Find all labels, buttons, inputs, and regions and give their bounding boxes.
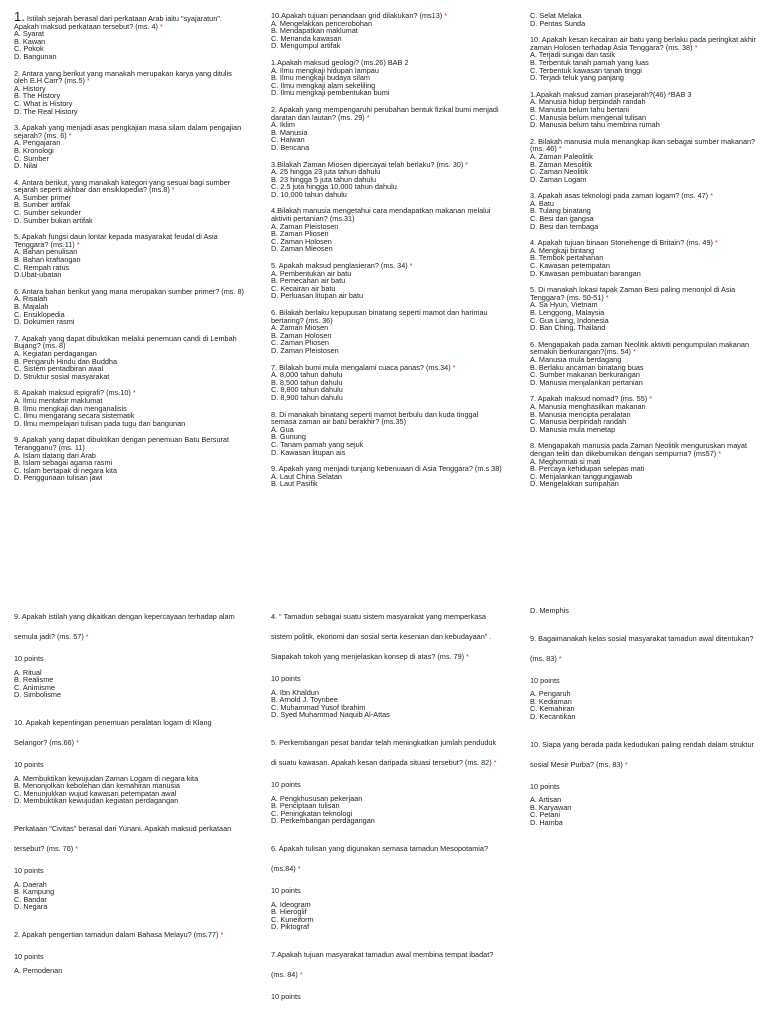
points-label: 10 points bbox=[271, 885, 301, 895]
answer-option: D. Nilai bbox=[14, 161, 38, 171]
answer-option: B. The History bbox=[14, 91, 61, 101]
question-label: Perkataan "Civitas" berasal dari Yunani. Apakah maksud perkataan tersebut? (ms. 76) bbox=[14, 823, 232, 853]
answer-option: A. Ilmu mentafsir maklumat bbox=[14, 395, 103, 405]
answer-option: D. Zaman Mieosen bbox=[271, 244, 333, 254]
points-label: 10 points bbox=[14, 759, 44, 769]
top-column-3 bbox=[530, 12, 758, 497]
answer-option: D. Zaman Logam bbox=[530, 174, 587, 184]
answer-option: A. Mengkaji bintang bbox=[530, 245, 595, 255]
question-label: Istilah sejarah berasal dari perkataan Arab iaitu "syajaratun". Apakah maksud perkataan tersebut? (ms. 4) bbox=[14, 14, 222, 31]
answer-option[interactable]: A. Ritual bbox=[14, 667, 42, 677]
bottom-col3-questions bbox=[530, 629, 758, 827]
question-label: 3. Apakah asas teknologi pada zaman logam? (ms. 47) bbox=[530, 191, 709, 201]
question-block bbox=[14, 9, 246, 61]
answer-option: B. 23 hingga 5 juta tahun dahulu bbox=[271, 174, 377, 184]
answer-option: C. Ilmu mengarang secara sistematik bbox=[14, 411, 135, 421]
answer-option: B. Lenggong, Malaysia bbox=[530, 308, 605, 317]
required-asterisk: * bbox=[68, 130, 72, 140]
answer-option[interactable]: A. Pengkhususan pekerjaan bbox=[271, 793, 363, 803]
question-label: 6. Antara bahan berikut yang mana merupakan sumber primer? (ms. 8) bbox=[14, 286, 244, 296]
required-asterisk: * bbox=[633, 347, 636, 357]
answer-option: C. Tanam pamah yang sejuk bbox=[271, 439, 364, 449]
answer-option[interactable]: C. Peningkatan teknologi bbox=[271, 808, 353, 818]
question-label: 10. Siapa yang berada pada kedudukan paling rendah dalam struktur sosial Mesir Purba? (ms. 83) bbox=[530, 739, 754, 769]
question-text bbox=[14, 124, 246, 139]
question-block bbox=[271, 839, 503, 931]
question-label: 3. Apakah yang menjadi asas pengkajian masa silam dalam pengajian sejarah? (ms. 6) bbox=[14, 123, 242, 140]
answer-option: D. Mengumpul artifak bbox=[271, 41, 341, 51]
answer-option: D. Ban Ching, Thailand bbox=[530, 323, 606, 333]
answer-option[interactable]: B. Karyawan bbox=[530, 802, 572, 812]
answer-option: A. Gua bbox=[271, 424, 294, 434]
question-label: 4. Apakah tujuan binaan Stonehenge di Britain? (ms. 49) bbox=[530, 238, 713, 248]
question-label: 3.Bilakah Zaman Miosen dipercayai telah berlaku? (ms. 30) bbox=[271, 159, 464, 169]
question-label: 9. Apakah istilah yang dikaitkan dengan kepercayaan terhadap alam semula jadi? (ms. 57) bbox=[14, 612, 235, 641]
question-block bbox=[530, 239, 758, 277]
answer-option: C. Ilmu mengkaji alam sekeliling bbox=[271, 80, 376, 90]
answer-option: C. Menanda kawasan bbox=[271, 33, 342, 43]
answer-option: D. Penggunaan tulisan jawi bbox=[14, 473, 103, 483]
top-column-1 bbox=[14, 9, 246, 491]
question-label: 6. Apakah tulisan yang digunakan semasa tamadun Mesopotamia? (ms.84) bbox=[271, 843, 489, 873]
question-label: 10. Apakah kepentingan penemuan peralatan logam di Klang Selangor? (ms.66) bbox=[14, 717, 212, 747]
answer-option: B. Tembok pertahanan bbox=[530, 253, 604, 263]
answer-option: A. Sa Hyun, Vietnam bbox=[530, 300, 598, 310]
answer-option[interactable]: D. Kecantikan bbox=[530, 711, 576, 721]
question-block bbox=[14, 70, 246, 116]
answer-option: A. Syarat bbox=[14, 29, 45, 39]
answer-option: D. Manusia mula menetap bbox=[530, 424, 616, 434]
question-block bbox=[14, 819, 246, 911]
question-label: 7. Apakah maksud nomad? (ms. 55) bbox=[530, 394, 648, 404]
required-asterisk: * bbox=[76, 239, 80, 249]
answer-option: C. Kecairan air batu bbox=[271, 283, 336, 293]
question-block bbox=[14, 288, 246, 326]
answer-option[interactable]: A. Pemodenan bbox=[14, 965, 63, 975]
answer-option: D. 10,000 tahun dahulu bbox=[271, 189, 347, 199]
answer-option: D. Dokumen rasmi bbox=[14, 317, 75, 327]
points-label: 10 points bbox=[14, 654, 44, 663]
required-asterisk: * bbox=[452, 362, 456, 372]
required-asterisk: * bbox=[220, 929, 224, 939]
answer-option: A. Mengelakkan pencerobohan bbox=[271, 18, 373, 28]
answer-option: C. Sumber bbox=[14, 153, 49, 163]
question-text bbox=[14, 436, 246, 451]
question-label: 5. Di manakah lokasi tapak Zaman Besi paling menonjol di Asia Tenggara? (ms. 50-51) bbox=[530, 285, 736, 302]
question-label: 5. Perkembangan pesat bandar telah meningkatkan jumlah penduduk di suatu kawasan. Apakah kesan daripada situasi tersebut? (ms. 82) bbox=[271, 737, 497, 767]
answer-option: A. Meghormati si mati bbox=[530, 456, 601, 466]
answer-option[interactable]: A. Pengaruh bbox=[530, 689, 571, 699]
answer-option[interactable]: B. Kediaman bbox=[530, 696, 572, 706]
question-text bbox=[14, 713, 246, 753]
required-asterisk: * bbox=[409, 261, 413, 271]
answer-option: C. Haiwan bbox=[271, 135, 305, 145]
question-label: 2. Antara yang berikut yang manakah merupakan karya yang ditulis oleh E.H Carr? (ms.5) bbox=[14, 68, 232, 86]
question-block bbox=[14, 124, 246, 170]
question-block bbox=[271, 309, 503, 355]
question-block bbox=[14, 389, 246, 427]
question-text bbox=[271, 839, 503, 879]
question-block bbox=[271, 945, 503, 1001]
question-text bbox=[530, 442, 758, 457]
question-block bbox=[271, 733, 503, 825]
answer-option: A. Risalah bbox=[14, 294, 48, 304]
question-label: 2. Apakah pengertian tamadun dalam Bahasa Melayu? (ms.77) bbox=[14, 929, 219, 939]
question-label: 7. Bilakah bumi mula mengalami cuaca panas? (ms.34) bbox=[271, 362, 451, 372]
question-label: 4.Bilakah manusia mengetahui cara mendapatkan makanan melalui aktiviti pertanian? (ms.31) bbox=[271, 206, 491, 224]
question-label: 9. Bagaimanakah kelas sosial masyarakat tamadun awal ditentukan? (ms. 83) bbox=[530, 633, 754, 663]
question-label: 1.Apakah maksud zaman prasejarah?(46) *BAB 3 bbox=[530, 89, 692, 99]
answer-option[interactable]: D. Negara bbox=[14, 902, 48, 912]
required-asterisk: * bbox=[558, 653, 562, 663]
answer-option: C. Zaman Holosen bbox=[271, 236, 332, 246]
answer-option: B. Majalah bbox=[14, 302, 49, 311]
answer-option: C. Gua Liang, Indonesia bbox=[530, 315, 609, 325]
required-asterisk: * bbox=[444, 11, 448, 20]
answer-option[interactable]: C. Menunjukkan wujud kawasan petempatan awal bbox=[14, 788, 177, 798]
question-block bbox=[530, 395, 758, 433]
answer-option[interactable]: D. Syed Muhammad Naquib Al-Attas bbox=[271, 710, 390, 720]
required-asterisk: * bbox=[465, 159, 469, 169]
question-block bbox=[271, 411, 503, 457]
question-label: 1.Apakah maksud geologi? (ms.26) BAB 2 bbox=[271, 57, 409, 67]
required-asterisk: * bbox=[85, 632, 89, 641]
question-label: 2. Bilakah manusia mula menangkap ikan sebagai sumber makanan? (ms. 46) bbox=[530, 136, 756, 154]
answer-option[interactable]: A. Daerah bbox=[14, 879, 47, 889]
answer-option: B. Manusia belum tahu bertani bbox=[530, 104, 629, 114]
question-label: 2. Apakah yang mempengaruhi perubahan bentuk fizikal bumi menjadi daratan dan lautan? (ms. 29) bbox=[271, 104, 499, 122]
answer-option: A. Iklim bbox=[271, 120, 295, 130]
question-block bbox=[14, 179, 246, 225]
answer-option: D. Pentas Sunda bbox=[530, 18, 586, 28]
answer-option: A. Zaman Paleolitik bbox=[530, 151, 593, 161]
answer-option: B. Zaman Pliosen bbox=[271, 229, 329, 239]
answer-option[interactable]: A. Ideogram bbox=[271, 899, 311, 909]
question-label: 5. Apakah fungsi daun lontar kepada masyarakat feudal di Asia Tenggara? (ms.11) bbox=[14, 232, 218, 249]
answer-option: C. Zaman Pliosen bbox=[271, 338, 329, 348]
answer-option: B. Pemecahan air batu bbox=[271, 276, 346, 286]
answer-option: C. Manusia berpindah randah bbox=[530, 417, 627, 427]
answer-option: B. Berlaku ancaman binatang buas bbox=[530, 362, 644, 372]
answer-option: C. Selat Melaka bbox=[530, 11, 582, 20]
answer-option: B. Kawan bbox=[14, 36, 46, 46]
answer-option[interactable]: C. Bandar bbox=[14, 894, 47, 904]
answer-option: C. Rempah ratus bbox=[14, 262, 70, 272]
answer-option[interactable]: B. Arnold J. Toynbee bbox=[271, 695, 338, 705]
points-label: 10 points bbox=[530, 781, 560, 791]
question-block bbox=[14, 233, 246, 279]
required-asterisk: * bbox=[297, 863, 301, 873]
points-label: 10 points bbox=[271, 674, 301, 683]
answer-option: A. Kegiatan perdagangan bbox=[14, 348, 97, 358]
answer-option[interactable]: B. Realisme bbox=[14, 675, 54, 685]
question-text bbox=[14, 925, 246, 945]
question-text bbox=[14, 70, 246, 85]
question-block bbox=[530, 442, 758, 488]
question-text bbox=[530, 36, 758, 51]
answer-option: C. 8,800 tahun dahulu bbox=[271, 385, 343, 395]
answer-option: A. Terjadi sungai dan tasik bbox=[530, 50, 616, 60]
points-label: 10 points bbox=[530, 675, 560, 685]
answer-option: C. Islam bertapak di negara kita bbox=[14, 465, 118, 475]
answer-option: C. 2.5 juta hingga 10,000 tahun dahulu bbox=[271, 182, 397, 192]
required-asterisk: * bbox=[649, 394, 653, 404]
question-block bbox=[530, 192, 758, 230]
answer-option: A. 25 hingga 23 juta tahun dahulu bbox=[271, 167, 381, 177]
question-label: 6. Mengapakah pada zaman Neolitik aktiviti pengumpulan makanan semakin berkurangan?(ms. 54) bbox=[530, 339, 750, 357]
answer-option: B. Islam sebagai agama rasmi bbox=[14, 458, 113, 468]
answer-option[interactable]: C. Muhammad Yusof Ibrahim bbox=[271, 702, 366, 712]
question-label: 10. Apakah kesan kecairan air batu yang berlaku pada peringkat akhir zaman Holosen terhadap Asia Tenggara? (ms. 38) bbox=[530, 35, 756, 52]
answer-option: A. Laut China Selatan bbox=[271, 471, 342, 481]
answer-option: D. Struktur sosial masyarakat bbox=[14, 371, 110, 381]
question-label: 8. Apakah maksud epigrafi? (ms.10) bbox=[14, 388, 131, 398]
required-asterisk: * bbox=[624, 759, 628, 769]
answer-option: B. Kronologi bbox=[14, 145, 54, 155]
answer-option[interactable]: C. Kuneiform bbox=[271, 914, 314, 924]
answer-option: C. Ensiklopedia bbox=[14, 309, 65, 319]
question-label: 4. Antara berikut, yang manakah kategori yang sesuai bagi sumber sejarah seperti akhbar dan ensiklopedia? (ms.8) bbox=[14, 177, 231, 195]
question-block bbox=[271, 161, 503, 199]
question-block bbox=[271, 12, 503, 50]
answer-option: D. Ilmu mempelajari tulisan pada tugu dan bangunan bbox=[14, 418, 186, 428]
required-asterisk: * bbox=[466, 652, 469, 661]
answer-option: B. Terbentuk tanah pamah yang luas bbox=[530, 57, 649, 67]
question-text bbox=[271, 945, 503, 985]
question-block bbox=[271, 106, 503, 152]
question-block bbox=[530, 735, 758, 827]
question-number: 1. bbox=[14, 9, 25, 24]
answer-option: C. Zaman Neolitik bbox=[530, 167, 588, 177]
question-label: 9. Apakah yang menjadi tunjang kebenuaan di Asia Tenggara? (m.s 38) bbox=[271, 464, 502, 474]
question-block bbox=[530, 36, 758, 82]
required-asterisk: * bbox=[558, 144, 562, 154]
question-text bbox=[14, 179, 246, 194]
answer-option: B. 8,500 tahun dahulu bbox=[271, 377, 343, 387]
required-asterisk: * bbox=[76, 737, 79, 747]
required-asterisk: * bbox=[75, 843, 79, 853]
question-text bbox=[14, 233, 246, 248]
question-text bbox=[530, 341, 758, 356]
question-text bbox=[530, 735, 758, 775]
question-text bbox=[14, 607, 246, 647]
question-block bbox=[271, 59, 503, 97]
answer-option: B. Gunung bbox=[271, 432, 306, 442]
answer-option: D. Ilmu mengkaji pembentukan bumi bbox=[271, 88, 390, 98]
answer-option[interactable]: B. Penciptaan tulisan bbox=[271, 801, 340, 811]
answer-option[interactable]: B. Menonjolkan kebolehan dan kemahiran manusia bbox=[14, 781, 180, 791]
required-asterisk: * bbox=[171, 185, 175, 195]
required-asterisk: * bbox=[132, 388, 136, 398]
answer-option: A. Bahan penulisan bbox=[14, 247, 78, 257]
answer-option[interactable]: D. Hamba bbox=[530, 817, 563, 827]
answer-option: A. Sumber primer bbox=[14, 192, 72, 202]
answer-option: C. Pokok bbox=[14, 44, 44, 54]
answer-option: D. Kawasan pembuatan barangan bbox=[530, 268, 641, 278]
answer-option: D. Besi dan tembaga bbox=[530, 221, 599, 231]
question-block bbox=[530, 286, 758, 332]
answer-option: C. Sumber makanan berkurangan bbox=[530, 370, 640, 380]
question-label: 7.Apakah tujuan masyarakat tamadun awal membina tempat ibadat? (ms. 84) bbox=[271, 949, 494, 979]
required-asterisk: * bbox=[694, 42, 698, 52]
question-text bbox=[271, 207, 503, 222]
bottom-column-3 bbox=[530, 607, 758, 841]
answer-option[interactable]: B. Hieroglif bbox=[271, 907, 307, 917]
answer-option: B. Percaya kehidupan selepas mati bbox=[530, 464, 645, 474]
answer-option: C. Manusia belum mengenal tulisan bbox=[530, 112, 647, 122]
question-label: 6. Bilakah berlaku kepupusan binatang seperti mamot dan harimau bertaring? (ms. 36) bbox=[271, 308, 488, 325]
answer-option: A. Zaman Pleistosen bbox=[271, 221, 339, 231]
answer-option: A. Manusia hidup berpindah randah bbox=[530, 97, 646, 107]
answer-option[interactable]: A. Membuktikan kewujudan Zaman Logam di negara kita bbox=[14, 773, 199, 783]
answer-option: D. The Real History bbox=[14, 106, 78, 116]
answer-option: D.Ubat-ubatan bbox=[14, 270, 62, 280]
question-text bbox=[271, 607, 503, 667]
answer-option: D. Manusia menjalankan pertanian bbox=[530, 377, 643, 387]
answer-option: C. Kawasan petempatan bbox=[530, 261, 610, 271]
answer-option: B. Ilmu mengkaji dan menganalisis bbox=[14, 403, 127, 413]
question-text bbox=[530, 192, 758, 200]
answer-option: D. 8,900 tahun dahulu bbox=[271, 392, 343, 402]
answer-option: B. Bahan kraftangan bbox=[14, 255, 81, 265]
answer-option[interactable]: D. Perkembangan perdagangan bbox=[271, 816, 375, 826]
question-label: 5. Apakah maksud penglasieran? (ms. 34) bbox=[271, 261, 408, 271]
question-text bbox=[271, 309, 503, 324]
answer-option: A. Manusia menghasilkan makanan bbox=[530, 401, 646, 411]
question-label: 10.Apakah tujuan penandaan grid dilakukan? (ms13) bbox=[271, 11, 443, 20]
question-label: 8. Di manakah binatang seperti mamot berbulu dan kuda tinggal semasa zaman air batu berakhir? (ms.35) bbox=[271, 409, 479, 427]
answer-option: B. Sumber artifak bbox=[14, 200, 71, 210]
question-text bbox=[14, 9, 246, 31]
answer-option: D. Bangunan bbox=[14, 51, 57, 61]
bottom-col3-lead: D. Memphis bbox=[530, 606, 569, 615]
points-label: 10 points bbox=[271, 779, 301, 789]
question-label: 7. Apakah yang dapat dibuktikan melalui penemuan candi di Lembah Bujang? (ms. 8) bbox=[14, 333, 237, 351]
question-block bbox=[14, 925, 246, 974]
question-text bbox=[530, 629, 758, 669]
question-text bbox=[14, 819, 246, 859]
question-text bbox=[530, 138, 758, 153]
required-asterisk: * bbox=[710, 191, 713, 201]
answer-option: B. Ilmu mengkaji budaya silam bbox=[271, 73, 370, 83]
answer-option: C. Besi dan gangsa bbox=[530, 214, 594, 224]
answer-option: A. Islam datang dari Arab bbox=[14, 450, 96, 460]
answer-option: B. Pengaruh Hindu dan Buddha bbox=[14, 356, 118, 366]
required-asterisk: * bbox=[493, 757, 497, 767]
points-label: 10 points bbox=[271, 991, 301, 1001]
required-asterisk: * bbox=[714, 238, 718, 248]
question-text bbox=[14, 288, 246, 296]
answer-option: D. Bencana bbox=[271, 142, 310, 152]
answer-option: B. Zaman Mesolitik bbox=[530, 159, 593, 169]
answer-option: D. Perluasan litupan air batu bbox=[271, 291, 364, 301]
question-block bbox=[530, 629, 758, 721]
answer-option: A. 8,000 tahun dahulu bbox=[271, 370, 343, 380]
answer-option: B. Manusia bbox=[271, 127, 308, 137]
question-block bbox=[530, 341, 758, 387]
question-block bbox=[14, 436, 246, 482]
required-asterisk: * bbox=[366, 112, 370, 122]
points-label: 10 points bbox=[14, 865, 44, 875]
required-asterisk: * bbox=[299, 969, 303, 979]
question-block bbox=[14, 713, 246, 805]
answer-option[interactable]: C. Animisme bbox=[14, 682, 55, 692]
answer-option[interactable]: C. Petani bbox=[530, 810, 561, 820]
question-text bbox=[14, 335, 246, 350]
question-block bbox=[530, 138, 758, 184]
bottom-column-1 bbox=[14, 607, 246, 988]
answer-option: B. Mendapatkan maklumat bbox=[271, 26, 358, 36]
question-block bbox=[271, 607, 503, 719]
answer-option: A. Zaman Miosen bbox=[271, 323, 329, 333]
answer-option[interactable]: D. Membuktikan kewujudan kegiatan perdagangan bbox=[14, 796, 179, 806]
top-column-2 bbox=[271, 12, 503, 497]
required-asterisk: * bbox=[160, 21, 163, 31]
question-block bbox=[271, 364, 503, 402]
answer-option[interactable]: D. Piktograf bbox=[271, 922, 310, 932]
question-block bbox=[530, 12, 758, 27]
question-block bbox=[271, 465, 503, 488]
question-text bbox=[271, 733, 503, 773]
answer-option: A. Pembentukan air batu bbox=[271, 268, 352, 278]
answer-option: B. Laut Pasifik bbox=[271, 479, 318, 489]
answer-option[interactable]: D. Simbolisme bbox=[14, 690, 62, 700]
required-asterisk: * bbox=[718, 448, 722, 458]
required-asterisk: * bbox=[605, 292, 609, 302]
answer-option: A. Manusia mula berdagang bbox=[530, 354, 622, 364]
answer-option[interactable]: A. Artisan bbox=[530, 795, 562, 805]
answer-option: C. What is History bbox=[14, 98, 73, 108]
answer-option[interactable]: C. Kemahiran bbox=[530, 704, 575, 714]
answer-option: C. Sumber sekunder bbox=[14, 208, 81, 218]
answer-option: B. Zaman Holosen bbox=[271, 330, 332, 340]
required-asterisk: * bbox=[87, 76, 90, 86]
answer-option: D. Terjadi teluk yang panjang bbox=[530, 73, 624, 83]
answer-option: C. Sistem pentadbiran awal bbox=[14, 364, 104, 374]
answer-option: C. Terbentuk kawasan tanah tinggi bbox=[530, 65, 642, 75]
question-text bbox=[271, 106, 503, 121]
points-label: 10 points bbox=[14, 951, 44, 961]
answer-option: D. Manusia belum tahu membina rumah bbox=[530, 120, 660, 130]
answer-option: D. Kawasan litupan ais bbox=[271, 447, 346, 457]
answer-option: D. Sumber bukan artifak bbox=[14, 215, 93, 225]
question-label: 4. " Tamadun sebagai suatu sistem masyarakat yang memperkasa sistem politik, ekonomi dan sosial serta kesenian dan kebudayaan" . Siapakah tokoh yang menjelaskan konsep di atas? (ms. 79) bbox=[271, 612, 492, 661]
answer-option: B. Manusia mencipta peralatan bbox=[530, 409, 631, 419]
answer-option[interactable]: B. Kampung bbox=[14, 887, 55, 897]
answer-option: A. Ilmu mengkaji hidupan lampau bbox=[271, 65, 379, 75]
answer-option[interactable]: A. Ibn Khaldun bbox=[271, 687, 319, 697]
answer-option: A. Batu bbox=[530, 198, 554, 208]
question-text bbox=[530, 286, 758, 301]
question-block bbox=[14, 335, 246, 381]
question-block bbox=[14, 607, 246, 699]
answer-option: A. History bbox=[14, 83, 46, 93]
answer-option: D. Mengelakkan sumpahan bbox=[530, 479, 619, 489]
question-block bbox=[271, 207, 503, 253]
question-label: 8. Mengapakah manusia pada Zaman Neolitik menguruskan mayat dengan teliti dan dikebumikan dengan sempurna? (ms57) bbox=[530, 441, 748, 458]
answer-option: B. Tulang binatang bbox=[530, 206, 591, 216]
question-block bbox=[530, 91, 758, 129]
answer-option: C. Menjalankan tanggungjawab bbox=[530, 471, 633, 481]
question-block bbox=[271, 262, 503, 300]
answer-option: D. Zaman Pleistosen bbox=[271, 345, 339, 355]
bottom-column-2 bbox=[271, 607, 503, 1015]
question-text bbox=[271, 411, 503, 426]
answer-option: A. Pengajaran bbox=[14, 138, 61, 148]
question-label: 9. Apakah yang dapat dibuktikan dengan penemuan Batu Bersurat Terangganu? (ms. 11) bbox=[14, 435, 230, 452]
